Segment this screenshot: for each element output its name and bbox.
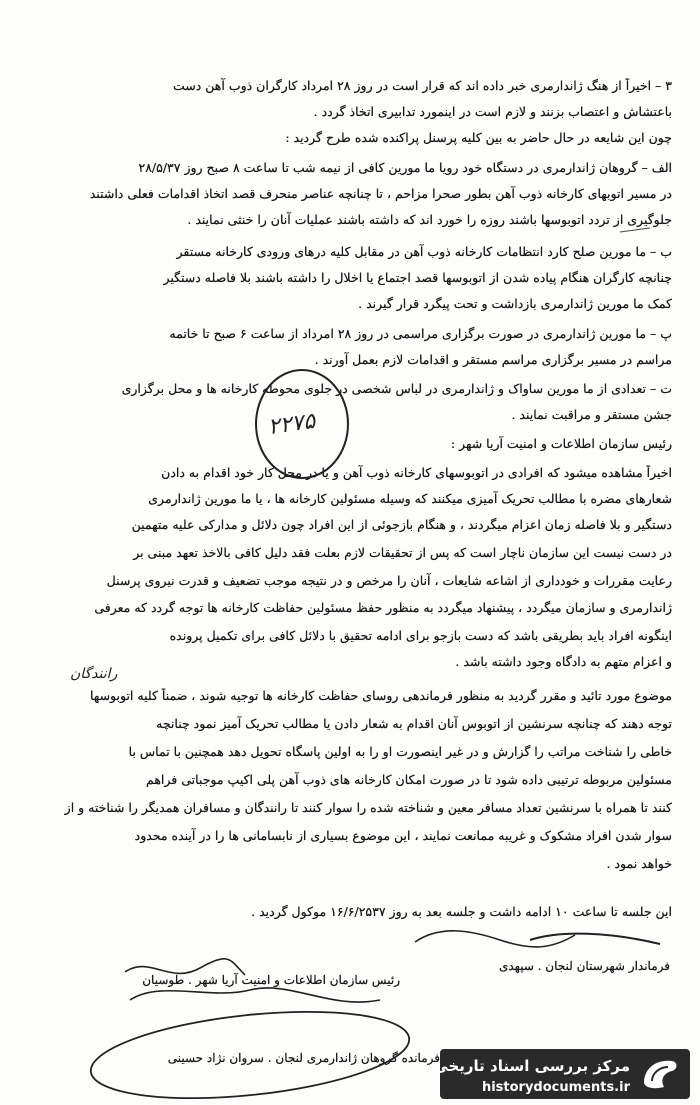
- scroll-icon: [638, 1053, 682, 1093]
- margin-note: رانندگان: [70, 666, 118, 682]
- document-line: کنند تا همراه با سرنشین تعداد مسافر معین و شناخته شده را سوار کنند تا رانندگان و مسافران همدیگر را شناخته و از: [64, 800, 672, 815]
- signature-savak-head: رئیس سازمان اطلاعات و امنیت آریا شهر . طوسیان: [142, 973, 400, 987]
- document-line: ژاندارمری و سازمان میگردد ، پیشنهاد میگردد به منظور حفظ مسئولین حفاظت کارخانه ها توجه گردد که معرفی: [94, 600, 672, 615]
- document-line: در مسیر اتوبهای کارخانه ذوب آهن بطور صحرا مزاحم ، تا چنانچه عناصر منحرف قصد اتخاذ اقدامات فعلی داشتند: [89, 186, 672, 201]
- document-line: رعایت مقررات و خودداری از اشاعه شایعات ، آنان را مرخص و در نتیجه موجب تضعیف و قدرت نیروی پرسنل: [106, 573, 672, 588]
- signature-gendarmerie: فرمانده گروهان ژاندارمری لنجان . سروان نژاد حسینی: [167, 1051, 440, 1065]
- document-line: اینگونه افراد باید بطریقی باشد که دست بازجو برای ادامه تحقیق با دلائل کافی برای تکمیل پرونده: [169, 628, 672, 643]
- watermark-title: مرکز بررسی اسناد تاریخی: [433, 1057, 630, 1075]
- document-line: دستگیر و بلا فاصله زمان اعزام میگردند ، و هنگام بازجوئی از این افراد چون دلائل و مدارکی علیه متهمین: [131, 517, 672, 532]
- document-line: باعتشاش و اعتصاب بزنند و لازم است در اینمورد تدابیری اتخاذ گردد .: [313, 104, 672, 119]
- document-line: اخیراً مشاهده میشود که افرادی در اتوبوسهای کارخانه ذوب آهن و یا در محل کار خود اقدام به دادن: [161, 465, 672, 480]
- document-line: کمک ما مورین ژاندارمری بازداشت و تحت پیگرد قرار گیرند .: [358, 296, 672, 311]
- document-line: چنانچه کارگران هنگام پیاده شدن از اتوبوسها قصد اجتماع یا اخلال را داشته باشند بلا فاصله دستگیر: [163, 270, 672, 285]
- document-line: شعارهای مضره با مطالب تحریک آمیزی میکنند که وسیله مسئولین کارخانه ها ، یا ما مورین ژاندارمری: [148, 491, 672, 506]
- document-line: سوار شدن افراد مشکوک و غریبه ممانعت نمایند ، این موضوع بسیاری از نابسامانی ها را در آینده محدود: [134, 828, 672, 843]
- document-line: خاطی را شناخت مراتب را گزارش و در غیر اینصورت او را به اولین پاسگاه تحویل دهد همچنین با تماس با: [128, 744, 672, 759]
- document-line: مراسم در مسیر برگزاری مراسم مستقر و اقدامات لازم بعمل آورند .: [314, 352, 672, 367]
- document-line: چون این شایعه در حال حاضر به بین کلیه پرسنل پراکنده شده طرح گردید :: [285, 130, 672, 145]
- stamp-number: ۲۲۷۵: [266, 408, 317, 441]
- document-line: توجه دهند که چنانچه سرنشین از اتوبوس آنان اقدام به شعار دادن یا مطالب تحریک آمیز نمود چنانچه: [156, 716, 672, 731]
- document-line: در دست نیست این سازمان ناچار است که پس از تحقیقات لازم بعلت فقد دلیل کافی بالاخذ تعهد مبنی بر: [133, 545, 672, 560]
- document-line: و اعزام متهم به دادگاه وجود داشته باشد .: [455, 654, 672, 669]
- document-line: رئیس سازمان اطلاعات و امنیت آریا شهر :: [450, 436, 672, 451]
- document-line: ب – ما مورین صلح کارد انتظامات کارخانه ذوب آهن در مقابل کلیه درهای ورودی کارخانه مستقر: [176, 244, 672, 259]
- document-line: الف – گروهان ژاندارمری در دستگاه خود رویا ما مورین کافی از نیمه شب تا ساعت ۸ صبح روز ۲۸/۵/۳۷: [138, 160, 672, 175]
- document-line: موضوع مورد تائید و مقرر گردید به منظور فرماندهی روسای حفاظت کارخانه ها توجیه شوند ، ضمناً کلیه اتوبوسها: [90, 688, 672, 703]
- document-line: ت – تعدادی از ما مورین ساواک و ژاندارمری در لباس شخصی در جلوی محوطه کارخانه ها و محل برگزاری: [121, 381, 672, 396]
- document-line: خواهد نمود .: [606, 856, 672, 871]
- document-line: جشن مستقر و مراقبت نمایند .: [511, 407, 672, 422]
- document-line: ۳ – اخیراً از هنگ ژاندارمری خبر داده اند که قرار است در روز ۲۸ امرداد کارگران ذوب آهن دست: [172, 78, 672, 93]
- document-line: جلوگیری از تردد اتوبوسها باشند روزه را خورد اند که داشته باشند عملیات آنان را خنثی نمایند .: [187, 212, 672, 227]
- watermark-url: historydocuments.ir: [481, 1080, 630, 1095]
- document-line: مسئولین مربوطه ترتیبی داده شود تا در صورت امکان کارخانه های ذوب آهن پلی اکیپ موجباتی فراهم: [146, 772, 672, 787]
- document-line: پ – ما مورین ژاندارمری در صورت برگزاری مراسمی در روز ۲۸ امرداد از ساعت ۶ صبح تا خاتمه: [169, 326, 672, 341]
- signature-governor: فرماندار شهرستان لنجان . سپهدی: [498, 959, 670, 973]
- document-line: این جلسه تا ساعت ۱۰ ادامه داشت و جلسه بعد به روز ۱۶/۶/۲۵۳۷ موکول گردید .: [251, 904, 672, 919]
